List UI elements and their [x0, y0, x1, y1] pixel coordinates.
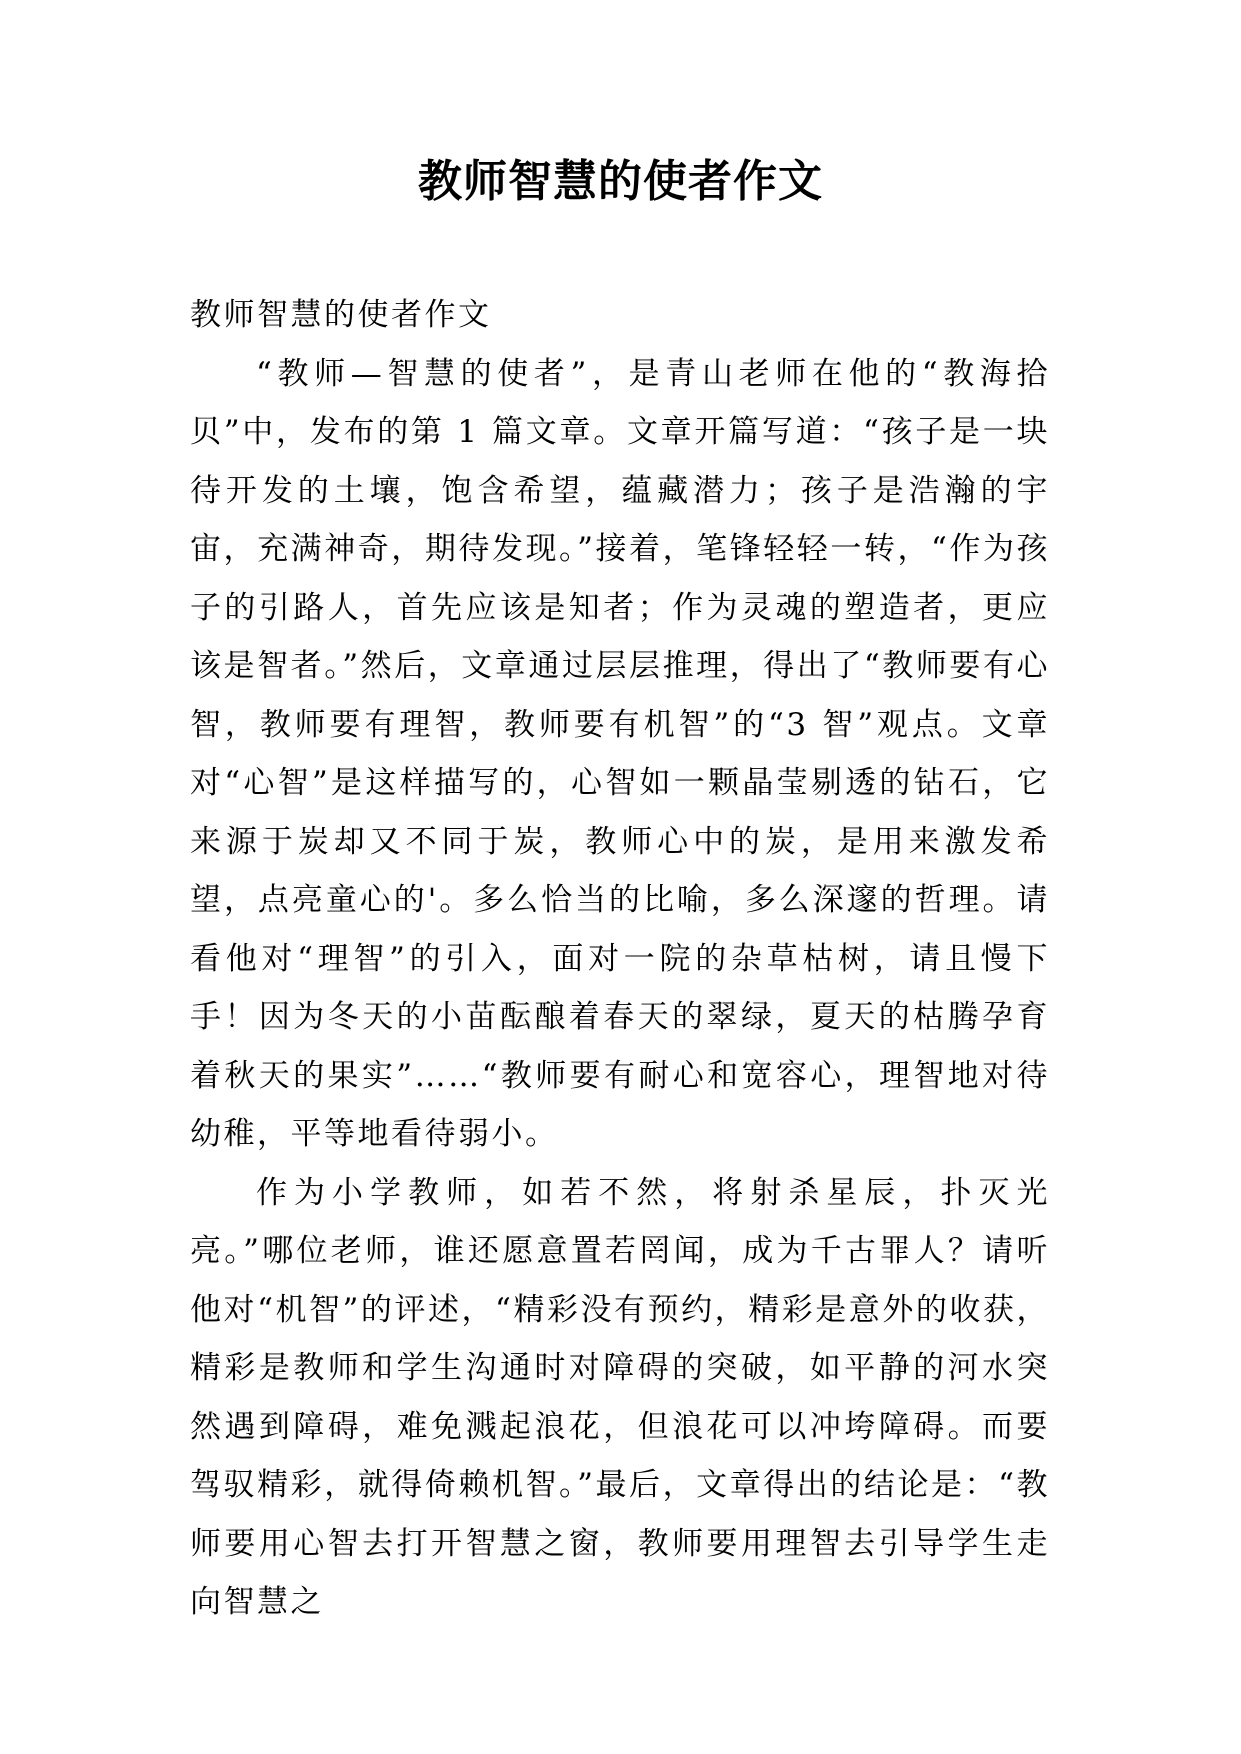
- body-heading-line: 教师智慧的使者作文: [190, 297, 492, 333]
- document-title: 教师智慧的使者作文: [418, 156, 823, 207]
- body-paragraph: 作为小学教师，如若不然，将射杀星辰，扑灭光亮。”哪位老师，谁还愿意置若罔闻，成为千古罪人？请听他对“机智”的评述，“精彩没有预约，精彩是意外的收获，精彩是教师和学生沟通时对障碍的突破，如平静的河水突然遇到障碍，难免溅起浪花，但浪花可以冲垮障碍。而要驾驭精彩，就得倚赖机智。”最后，文章得出的结论是：“教师要用心智去打开智慧之窗，教师要用理智去引导学生走向智慧之: [190, 1174, 1050, 1620]
- body-paragraph: “教师—智慧的使者”，是青山老师在他的“教海拾贝”中，发布的第 1 篇文章。文章开篇写道：“孩子是一块待开发的土壤，饱含希望，蕴藏潜力；孩子是浩瀚的宇宙，充满神奇，期待发现。”接着，笔锋轻轻一转，“作为孩子的引路人，首先应该是知者；作为灵魂的塑造者，更应该是智者。”然后，文章通过层层推理，得出了“教师要有心智，教师要有理智，教师要有机智”的“3 智”观点。文章对“心智”是这样描写的，心智如一颗晶莹剔透的钻石，它来源于炭却又不同于炭，教师心中的炭，是用来激发希望，点亮童心的'。多么恰当的比喻，多么深邃的哲理。请看他对“理智”的引入，面对一院的杂草枯树，请且慢下手！因为冬天的小苗酝酿着春天的翠绿，夏天的枯腾孕育着秋天的果实”……“教师要有耐心和宽容心，理智地对待幼稚，平等地看待弱小。: [190, 355, 1050, 1152]
- document-body: [190, 286, 1050, 1632]
